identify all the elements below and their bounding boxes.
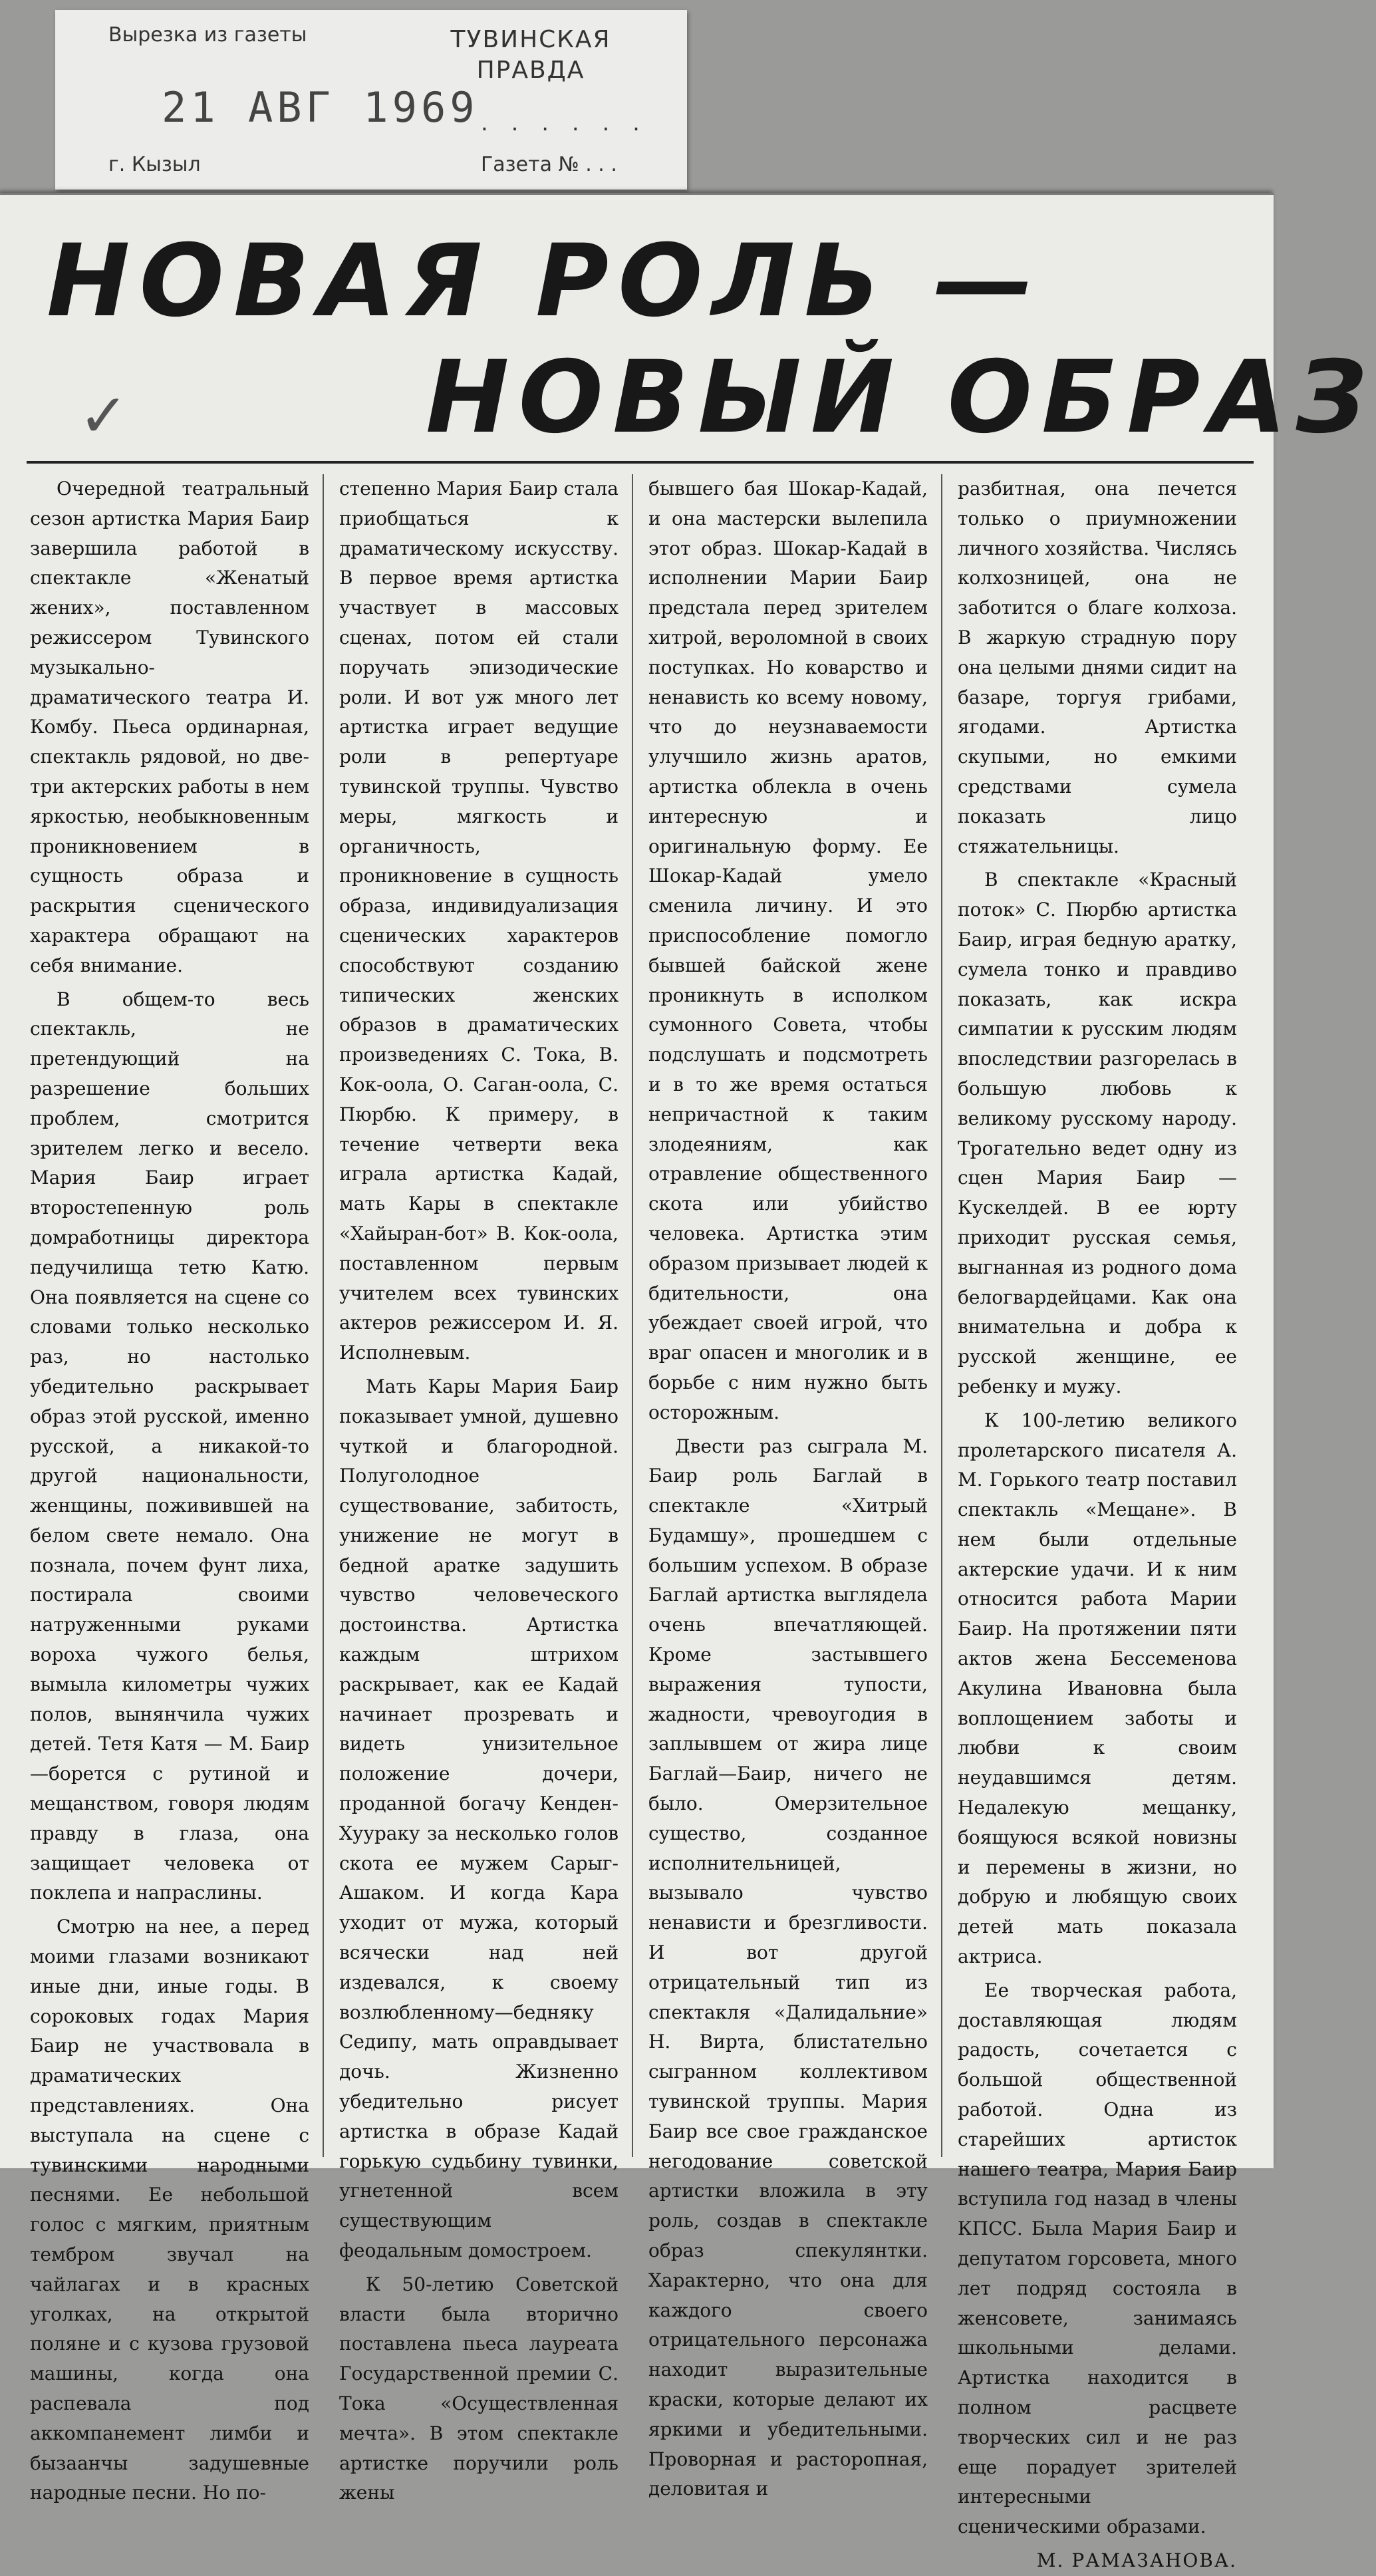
column-4 [958,474,1237,2571]
newspaper-clipping [0,193,1376,2571]
check-mark-icon: ✓ [78,381,129,451]
paragraph: Мать Кары Мария Баир показывает умной, душевно чуткой и благородной. Полуголодное существование, забитость, унижение не могут в бедной аратке задушить чувство человеческого достоинства. Артистка каждым штрихом раскрывает, как ее Кадай начинает прозревать и видеть унизительное положение дочери, проданной богачу Кенден-Хуураку за несколько голов скота ее мужем Сарыг-Ашаком. И когда Кара уходит от мужа, который всячески над ней издевался, к своему возлюбленному—бедняку Седипу, мать оправдывает дочь. Жизненно убедительно рисует артистка в образе Кадай горькую судьбину тувинки, угнетенной всем существующим феодальным домостроем. [339,1375,619,2262]
dots-line: . . . . . . [481,110,648,136]
column-2 [339,474,619,2504]
headline-rule [27,461,1254,464]
newspaper-name: ТУВИНСКАЯ ПРАВДА [450,26,611,84]
paragraph: К 50-летию Советской власти была вторично поставлена пьеса лауреата Государственной премии С. Тока «Осуществленная мечта». В этом спектакле артистке поручили роль жены [339,2273,619,2504]
paragraph: В общем-то весь спектакль, не претендующий на разрешение больших проблем, смотрится зрителем легко и весело. Мария Баир играет второстепенную роль домработницы директора педучилища тетю Катю. Она появляется на сцене со словами только несколько раз, но настолько убедительно раскрывает образ этой русской, именно русской, а никакой-то другой национальности, женщины, поживившей на белом свете немало. Она познала, почем фунт лиха, постирала своими натруженными руками вороха чужого белья, вымыла километры чужих полов, вынянчила чужих детей. Тетя Катя — М. Баир—борется с рутиной и мещанством, говоря людям правду в глаза, она защищает человека от поклепа и напраслины. [30,988,309,1904]
headline-line-1: НОВАЯ РОЛЬ — [47,223,1043,339]
paragraph: Двести раз сыграла М. Баир роль Баглай в спектакле «Хитрый Будамшу», прошедшем с большим успехом. В образе Баглай артистка выглядела очень впечатляющей. Кроме застывшего выражения тупости, жадности, чревоугодия в заплывшем от жира лице Баглай—Баир, ничего не было. Омерзительное существо, созданное исполнительницей, вызывало чувство ненависти и брезгливости. И вот другой отрицательный тип из спектакля «Далидальние» Н. Вирта, блистательно сыгранном коллективом тувинской труппы. Мария Баир все свое гражданское негодование советской артистки вложила в эту роль, создав в спектакле образ спекулянтки. Характерно, что она для каждого своего отрицательного персонажа находит выразительные краски, которые делают их яркими и убедительными. Проворная и расторопная, деловитая и [648,1435,928,2500]
date-stamp: 21 АВГ 1969 [162,83,479,132]
column-divider [941,474,942,2157]
clipping-stub [55,10,687,190]
paragraph: К 100-летию великого пролетарского писателя А. М. Горького театр поставил спектакль «Мещане». В нем были отдельные актерские удачи. И к ним относится работа Марии Баир. На протяжении пяти актов жена Бессеменова Акулина Ивановна была воплощением заботы и любви к своим неудавшимся детям. Недалекую мещанку, боящуюся всякой новизны и перемены в жизни, но добрую и любящую своих детей мать показала актриса. [958,1409,1237,1968]
headline-line-2: НОВЫЙ ОБРАЗ [426,340,1376,456]
column-divider [323,474,324,2157]
column-1 [30,474,309,2504]
column-3 [648,474,928,2500]
column-divider [632,474,633,2157]
paragraph: Ее творческая работа, доставляющая людям радость, сочетается с большой общественной работой. Одна из старейших артисток нашего театра, Мария Баир вступила год назад в члены КПСС. Была Мария Баир и депутатом горсовета, много лет подряд состояла в женсовете, занимаясь школьными делами. Артистка находится в полном расцвете творческих сил и не раз еще порадует зрителей интересными сценическими образами. [958,1979,1237,2538]
cutting-label: Вырезка из газеты [108,23,307,47]
city-label: г. Кызыл [108,153,201,176]
paragraph: бывшего бая Шокар-Кадай, и она мастерски вылепила этот образ. Шокар-Кадай в исполнении Марии Баир предстала перед зрителем хитрой, вероломной в своих поступках. Но коварство и ненависть ко всему новому, что до неузнаваемости улучшило жизнь аратов, артистка облекла в очень интересную и оригинальную форму. Ее Шокар-Кадай умело сменила личину. И это приспособление помогло бывшей байской жене проникнуть в исполком сумонного Совета, чтобы подслушать и подсмотреть и в то же время остаться непричастной к таким злодеяниям, как отравление общественного скота или убийство человека. Артистка этим образом призывает людей к бдительности, она убеждает своей игрой, что враг опасен и многолик и в борьбе с ним нужно быть осторожным. [648,478,928,1423]
paragraph: степенно Мария Баир стала приобщаться к драматическому искусству. В первое время артистка участвует в массовых сценах, потом ей стали поручать эпизодические роли. И вот уж много лет артистка играет ведущие роли в репертуаре тувинской труппы. Чувство меры, мягкость и органичность, проникновение в сущность образа, индивидуализация сценических характеров способствуют созданию типических женских образов в драматических произведениях С. Тока, В. Кок-оола, О. Саган-оола, С. Пюрбю. К примеру, в течение четверти века играла артистка Кадай, мать Кары в спектакле «Хайыран-бот» В. Кок-оола, поставленном первым учителем всех тувинских актеров режиссером И. Я. Исполневым. [339,478,619,1364]
paragraph: В спектакле «Красный поток» С. Пюрбю артистка Баир, играя бедную аратку, сумела тонко и правдиво показать, как искра симпатии к русским людям впоследствии разгорелась в большую любовь к великому русскому народу. Трогательно ведет одну из сцен Мария Баир — Кускелдей. В ее юрту приходит русская семья, выгнанная из родного дома белогвардейцами. Как она внимательна и добра к русской женщине, ее ребенку и мужу. [958,869,1237,1397]
issue-label: Газета № . . . [481,153,617,176]
author-signature: М. РАМАЗАНОВА. [1036,2549,1237,2571]
paragraph: Очередной театральный сезон артистка Мария Баир завершила работой в спектакле «Женатый жених», поставленном режиссером Тувинского музыкально-драматического театра И. Комбу. Пьеса ординарная, спектакль рядовой, но две-три актерских работы в нем яркостью, необыкновенным проникновением в сущность образа и раскрытия сценического характера обращают на себя внимание. [30,478,309,976]
paragraph: разбитная, она печется только о приумножении личного хозяйства. Числясь колхозницей, она не заботится о благе колхоза. В жаркую страдную пору она целыми днями сидит на базаре, торгуя грибами, ягодами. Артистка скупыми, но емкими средствами сумела показать лицо стяжательницы. [958,478,1237,857]
paragraph: Смотрю на нее, а перед моими глазами возникают иные дни, иные годы. В сороковых годах Мария Баир не участвовала в драматических представлениях. Она выступала на сцене с тувинскими народными песнями. Ее небольшой голос с мягким, приятным тембром звучал на чайлагах и в красных уголках, на открытой поляне и с кузова грузовой машины, когда она распевала под аккомпанемент лимби и бызаанчы задушевные народные песни. Но по- [30,1916,309,2504]
